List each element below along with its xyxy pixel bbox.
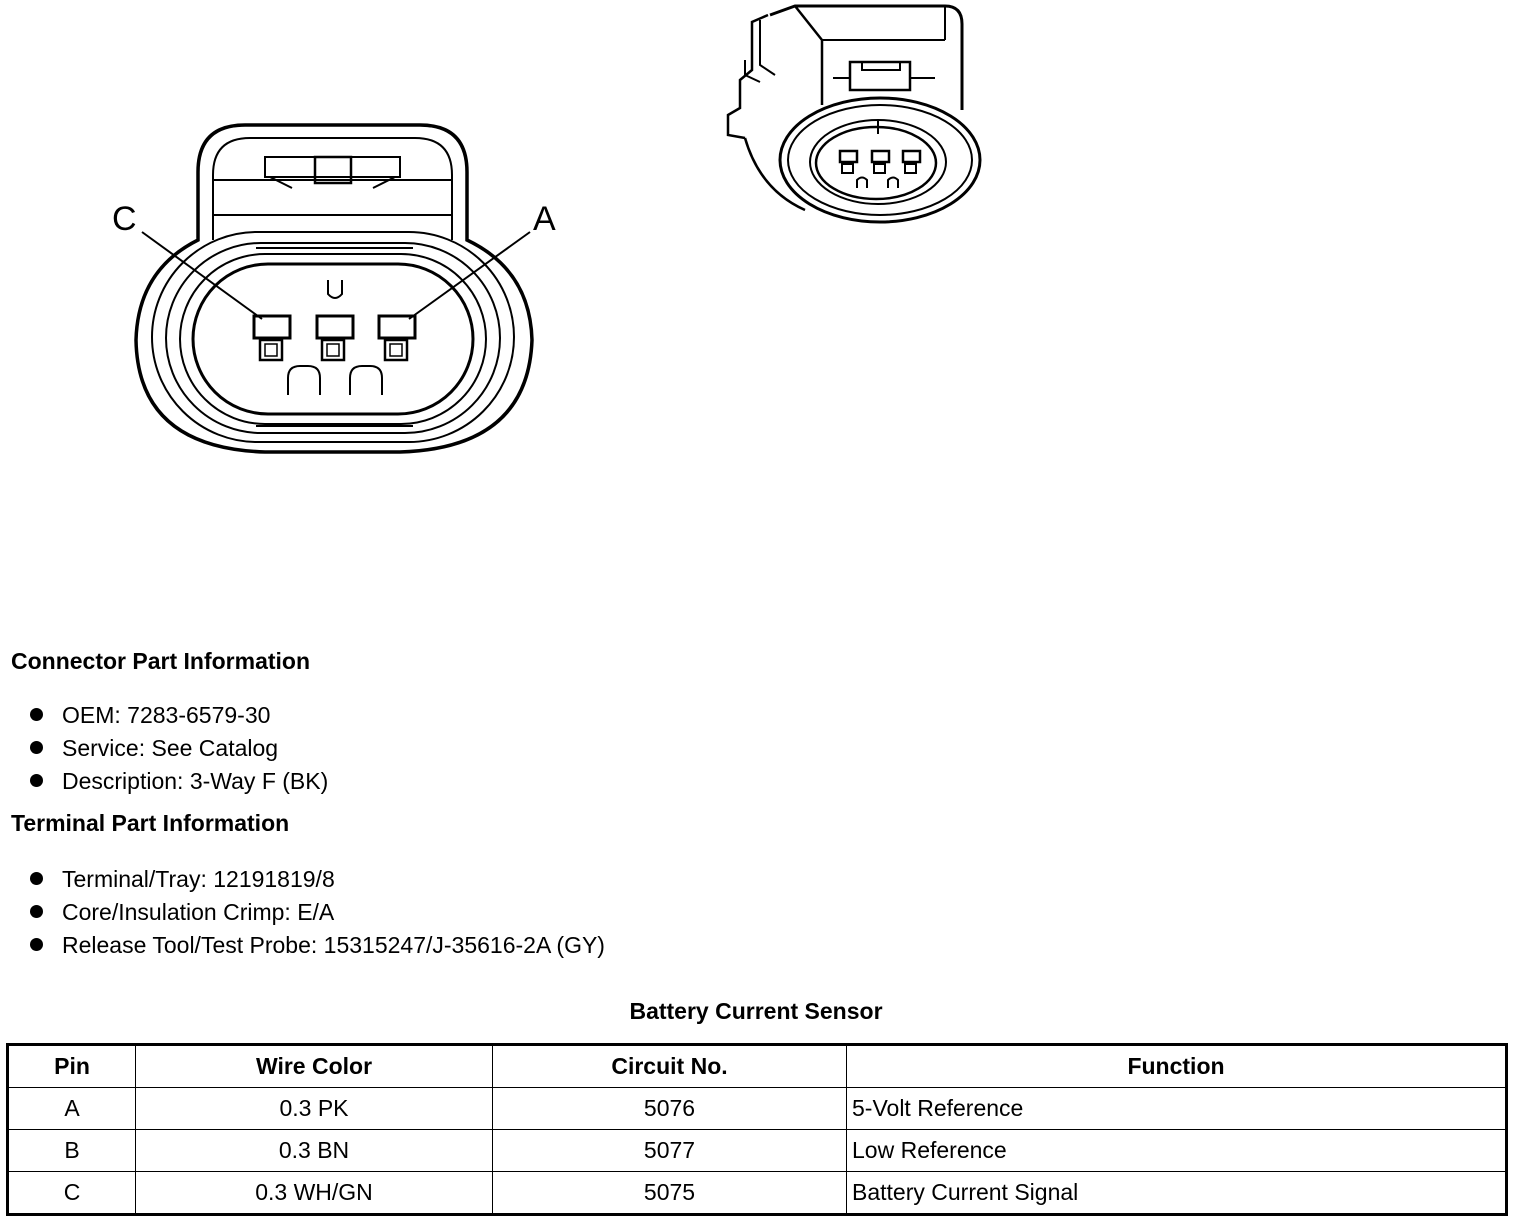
connector-description: Description: 3-Way F (BK) [62, 767, 329, 794]
cell-function: Low Reference [847, 1130, 1507, 1172]
cell-function: 5-Volt Reference [847, 1088, 1507, 1130]
cell-function: Battery Current Signal [847, 1172, 1507, 1215]
bullet-icon [30, 774, 43, 787]
cell-wire-color: 0.3 WH/GN [136, 1172, 493, 1215]
table-title: Battery Current Sensor [629, 998, 883, 1024]
header-pin: Pin [8, 1045, 136, 1088]
table-header-row [8, 1045, 1507, 1088]
connector-drawings [0, 0, 1520, 600]
connector-info-list [30, 698, 328, 797]
header-function: Function [847, 1045, 1507, 1088]
terminal-info-heading: Terminal Part Information [11, 810, 290, 836]
cell-circuit-no: 5077 [493, 1130, 847, 1172]
table-row [8, 1172, 1507, 1215]
terminal-release-tool: Release Tool/Test Probe: 15315247/J-35616-2A (GY) [62, 931, 605, 958]
bullet-icon [30, 905, 43, 918]
terminal-info-list [30, 862, 605, 961]
cell-wire-color: 0.3 BN [136, 1130, 493, 1172]
cell-wire-color: 0.3 PK [136, 1088, 493, 1130]
pin-label-c: C [112, 200, 137, 238]
header-circuit-no: Circuit No. [493, 1045, 847, 1088]
list-item [30, 731, 328, 764]
table-row [8, 1088, 1507, 1130]
cell-circuit-no: 5076 [493, 1088, 847, 1130]
list-item [30, 895, 605, 928]
pin-label-a: A [533, 200, 556, 238]
cell-pin: C [8, 1172, 136, 1215]
connector-isometric-view [728, 6, 980, 222]
bullet-icon [30, 938, 43, 951]
connector-oem: OEM: 7283-6579-30 [62, 701, 271, 728]
cell-pin: A [8, 1088, 136, 1130]
cell-pin: B [8, 1130, 136, 1172]
terminal-crimp: Core/Insulation Crimp: E/A [62, 898, 335, 925]
bullet-icon [30, 708, 43, 721]
connector-face-view [136, 125, 532, 452]
list-item [30, 764, 328, 797]
terminal-tray: Terminal/Tray: 12191819/8 [62, 865, 335, 892]
list-item [30, 862, 605, 895]
bullet-icon [30, 872, 43, 885]
header-wire-color: Wire Color [136, 1045, 493, 1088]
connector-service: Service: See Catalog [62, 734, 279, 761]
pinout-table [6, 1043, 1508, 1216]
bullet-icon [30, 741, 43, 754]
table-row [8, 1130, 1507, 1172]
connector-info-heading: Connector Part Information [11, 648, 311, 674]
cell-circuit-no: 5075 [493, 1172, 847, 1215]
list-item [30, 928, 605, 961]
list-item [30, 698, 328, 731]
